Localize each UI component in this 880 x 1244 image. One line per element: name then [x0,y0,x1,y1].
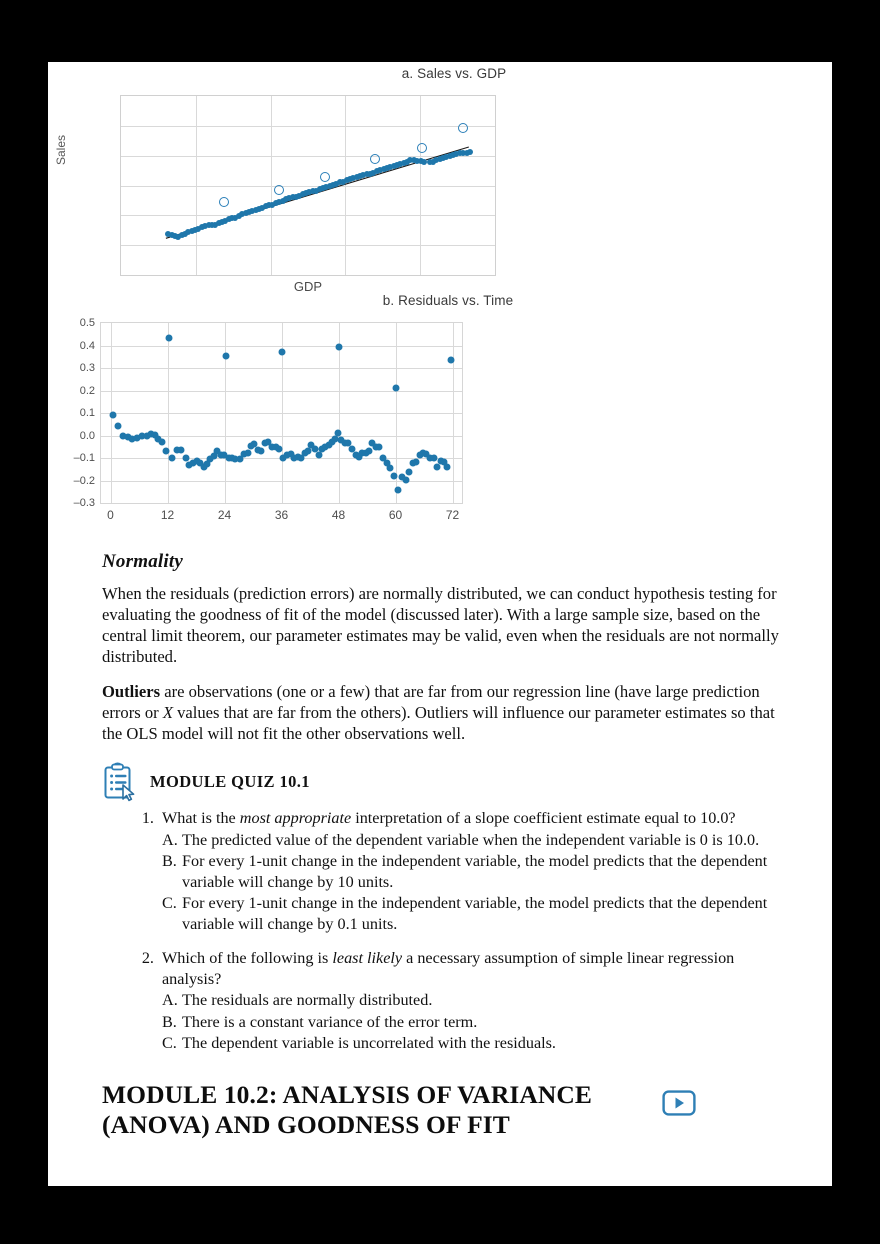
quiz-question-stem [162,948,796,989]
chart-b-title: b. Residuals vs. Time [382,293,514,308]
chart-a-outlier-marker [320,172,330,182]
chart-b-y-tick-label: –0.1 [73,452,95,464]
quiz-choice-letter: C. [162,894,177,912]
chart-b-vertical-gridline [225,323,226,503]
chart-b-data-point [406,468,413,475]
module-heading: MODULE 10.2: ANALYSIS OF VARIANCE (ANOVA) AND GOODNESS OF FIT [102,1079,593,1139]
quiz-choice-letter: A. [162,830,178,849]
chart-a-sales-vs-gdp [48,95,498,294]
quiz-choice-text: The dependent variable is uncorrelated with the residuals. [182,1034,556,1052]
section-heading-normality: Normality [102,551,183,572]
chart-b-data-point [365,448,372,455]
chart-a-outlier-marker [219,197,229,207]
play-video-icon[interactable] [662,1090,696,1121]
paragraph-normality: When the residuals (prediction errors) are normally distributed, we can conduct hypothesis testing for evaluating the goodness of fit of the model (discussed later). With a large sample size, based on the central limit theorem, our parameter estimates may be valid, even when the residuals are not normally distributed. [102,584,779,666]
quiz-choice[interactable] [162,1012,796,1033]
chart-a-x-axis-label: GDP [293,279,323,294]
module-quiz-title: MODULE QUIZ 10.1 [150,772,310,791]
chart-b-y-tick-label: 0.3 [79,362,95,374]
chart-b-data-point [162,447,169,454]
quiz-choice-text: For every 1-unit change in the independent variable, the model predicts that the dependent variable will change by 0.1 units. [182,894,768,933]
chart-b-data-point [244,449,251,456]
chart-b-data-point [387,464,394,471]
stem-emphasis: most appropriate [239,809,352,827]
chart-b-data-point [447,356,454,363]
module-heading-block [102,1080,796,1140]
chart-b-x-tick-label: 60 [388,508,403,522]
chart-a-y-axis-label: Sales [54,134,68,165]
quiz-question-list [102,808,796,1054]
chart-b-data-point [390,473,397,480]
chart-b-y-tick-label: 0.0 [79,429,95,442]
chart-b-data-point [178,446,185,453]
quiz-choice-letter: B. [162,1012,177,1031]
chart-b-data-point [182,455,189,462]
chart-b-data-point [115,423,122,430]
chart-b-data-point [278,349,285,356]
paragraph-outliers [102,681,796,744]
chart-b-y-tick-label: 0.5 [79,317,95,329]
chart-b-data-point [444,464,451,471]
stem-text-2: a necessary assumption of simple linear regression analysis? [162,949,735,988]
quiz-choice-letter: C. [162,1034,177,1052]
chart-b-x-tick-label: 48 [331,508,346,522]
quiz-choice-text: There is a constant variance of the error term. [182,1012,478,1031]
quiz-choice-text: The predicted value of the dependent variable when the independent variable is 0 is 10.0. [182,830,760,849]
chart-a-outlier-marker [370,154,380,164]
quiz-choice-letter: A. [162,991,178,1009]
chart-b-data-point [413,458,420,465]
quiz-choice[interactable] [162,1033,796,1054]
chart-a-title: a. Sales vs. GDP [401,66,507,81]
chart-b-data-point [276,445,283,452]
chart-a-trendline [121,96,495,275]
outliers-term: Outliers [102,682,161,701]
outliers-text-1: are observations (one or a few) that are far from our regression line (have large prediction errors or [102,682,760,722]
quiz-choice[interactable] [162,851,796,892]
chart-a-outlier-marker [417,143,427,153]
chart-b-data-point [335,343,342,350]
chart-a-plot-area [120,95,496,276]
quiz-choice-text: For every 1-unit change in the independent variable, the model predicts that the dependent variable will change by 10 units. [182,852,768,891]
chart-b-y-tick-label: –0.3 [73,497,95,509]
chart-b-data-point [159,439,166,446]
chart-b-x-tick-label: 72 [445,508,460,522]
chart-b-vertical-gridline [453,323,454,503]
stem-emphasis: least likely [332,949,403,967]
outliers-text-2: values that are far from the others). Outliers will influence our parameter estimates so that the OLS model will not fit the other observations well. [102,703,775,743]
quiz-question [158,948,796,1054]
chart-b-data-point [392,385,399,392]
article-body [48,551,832,1140]
chart-b-y-tick-label: –0.2 [73,474,95,487]
chart-a-data-point [467,149,473,155]
chart-b-data-point [334,429,341,436]
chart-b-x-tick-label: 0 [107,508,114,522]
stem-text-2: interpretation of a slope coefficient estimate equal to 10.0? [351,809,736,827]
stem-text-1: Which of the following is [162,949,333,967]
chart-b-residuals-vs-time [48,318,508,533]
chart-b-data-point [430,454,437,461]
stem-text-1: What is the [162,809,240,827]
chart-b-data-point [402,477,409,484]
chart-b-data-point [395,487,402,494]
outliers-variable-x: X [162,703,173,722]
chart-b-data-point [109,411,116,418]
quiz-choice-list [162,990,796,1054]
chart-b-x-tick-label: 36 [274,508,289,522]
chart-b-data-point [222,352,229,359]
chart-b-x-tick-label: 24 [217,508,232,522]
clipboard-icon [102,762,136,802]
chart-b-y-tick-label: 0.4 [79,339,95,352]
chart-b-vertical-gridline [168,323,169,503]
quiz-choice-list [162,830,796,935]
chart-a-outlier-marker [274,185,284,195]
chart-a-outlier-marker [458,123,468,133]
chart-b-data-point [376,444,383,451]
chart-b-data-point [315,452,322,459]
chart-b-data-point [258,448,265,455]
quiz-choice[interactable] [162,990,796,1011]
chart-b-y-tick-label: 0.1 [79,407,95,419]
chart-b-y-tick-label: 0.2 [79,384,95,397]
chart-b-x-tick-label: 12 [160,508,175,522]
document-page [48,62,832,1186]
quiz-choice-text: The residuals are normally distributed. [182,991,433,1009]
quiz-choice-letter: B. [162,852,177,870]
module-quiz-header [102,762,796,802]
quiz-choice[interactable] [162,830,796,851]
chart-b-plot-area [73,317,463,522]
figure-group [48,66,832,533]
quiz-question [158,808,796,934]
quiz-choice[interactable] [162,893,796,934]
quiz-question-stem [162,808,796,829]
chart-b-data-point [165,335,172,342]
chart-b-data-point [169,454,176,461]
